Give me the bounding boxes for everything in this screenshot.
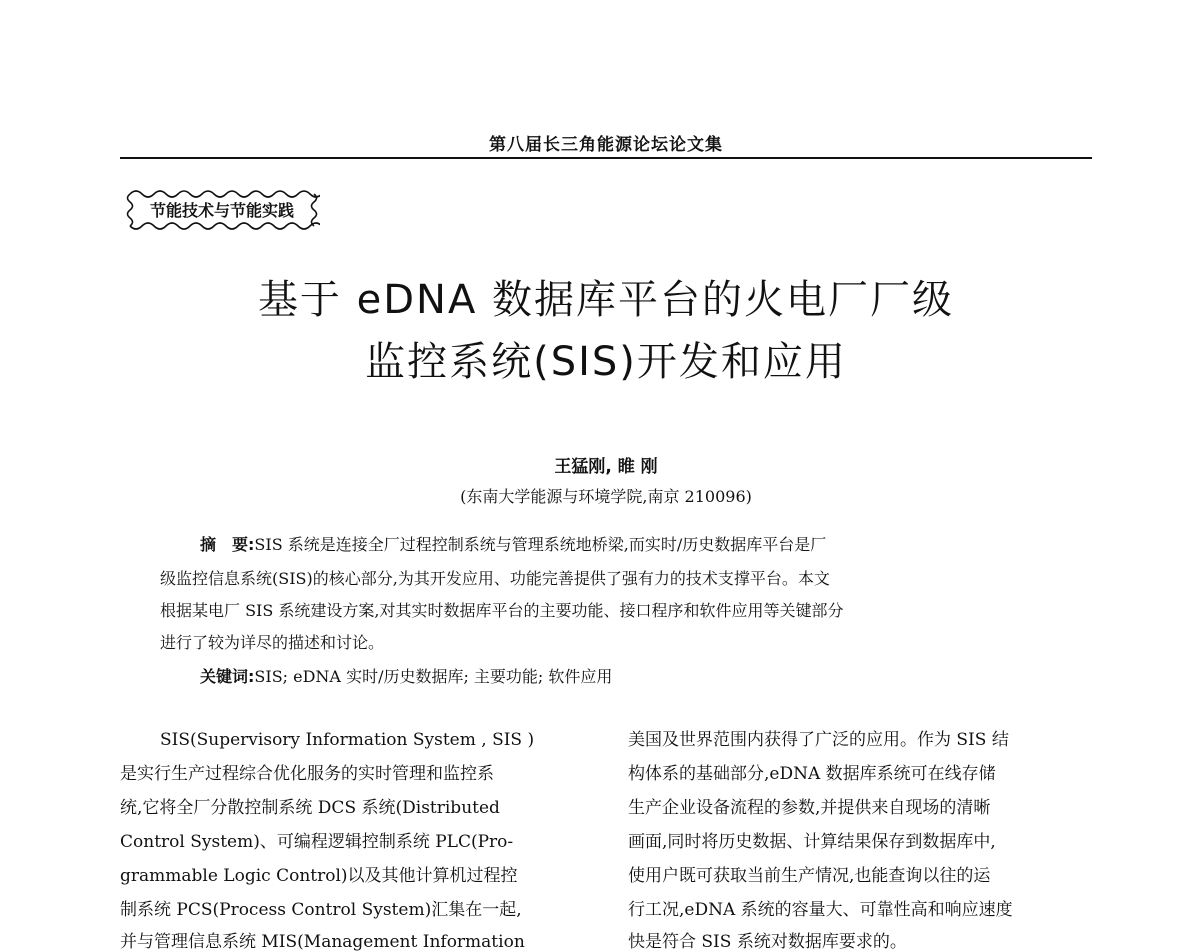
body-right-line: 行工况,eDNA 系统的容量大、可靠性高和响应速度 bbox=[628, 900, 1013, 920]
body-left-line: SIS(Supervisory Information System , SIS ) bbox=[160, 730, 535, 750]
body-left-line: 统,它将全厂分散控制系统 DCS 系统(Distributed bbox=[120, 798, 500, 818]
keywords-line bbox=[200, 664, 1100, 687]
running-header: 第八届长三角能源论坛论文集 bbox=[489, 135, 723, 155]
keywords-text: SIS; eDNA 实时/历史数据库; 主要功能; 软件应用 bbox=[254, 667, 613, 686]
body-right-line: 构体系的基础部分,eDNA 数据库系统可在线存储 bbox=[628, 764, 996, 784]
abstract-line: 级监控信息系统(SIS)的核心部分,为其开发应用、功能完善提供了强有力的技术支撑平台。本文 bbox=[160, 569, 830, 588]
abstract-line: 进行了较为详尽的描述和讨论。 bbox=[160, 633, 385, 652]
body-right-line: 画面,同时将历史数据、计算结果保存到数据库中, bbox=[628, 832, 996, 852]
authors: 王猛刚, 睢 刚 bbox=[554, 457, 658, 477]
abstract-label: 摘 要: bbox=[200, 535, 255, 554]
abstract-text: SIS 系统是连接全厂过程控制系统与管理系统地桥梁,而实时/历史数据库平台是厂 bbox=[254, 535, 827, 554]
keywords-label: 关键词: bbox=[200, 667, 255, 686]
body-left-line: Control System)、可编程逻辑控制系统 PLC(Pro- bbox=[120, 832, 514, 852]
abstract-line: 根据某电厂 SIS 系统建设方案,对其实时数据库平台的主要功能、接口程序和软件应用等关键部分 bbox=[160, 601, 844, 620]
abstract-line bbox=[200, 532, 1100, 555]
header-rule bbox=[120, 157, 1092, 159]
paper-title-line-2: 监控系统(SIS)开发和应用 bbox=[365, 339, 847, 385]
body-right-line: 快是符合 SIS 系统对数据库要求的。 bbox=[628, 932, 907, 952]
body-left-line: 并与管理信息系统 MIS(Management Information bbox=[120, 932, 525, 952]
body-left-line: grammable Logic Control)以及其他计算机过程控 bbox=[120, 866, 518, 886]
affiliation: (东南大学能源与环境学院,南京 210096) bbox=[460, 487, 752, 506]
body-right-line: 生产企业设备流程的参数,并提供来自现场的清晰 bbox=[628, 798, 991, 818]
body-left-line: 制系统 PCS(Process Control System)汇集在一起, bbox=[120, 900, 522, 920]
body-right-line: 使用户既可获取当前生产情况,也能查询以往的运 bbox=[628, 866, 991, 886]
paper-title-line-1: 基于 eDNA 数据库平台的火电厂厂级 bbox=[257, 277, 955, 323]
body-right-line: 美国及世界范围内获得了广泛的应用。作为 SIS 结 bbox=[628, 730, 1009, 750]
section-label: 节能技术与节能实践 bbox=[149, 201, 294, 220]
section-label-box bbox=[124, 186, 320, 232]
body-left-line: 是实行生产过程综合优化服务的实时管理和监控系 bbox=[120, 764, 494, 784]
